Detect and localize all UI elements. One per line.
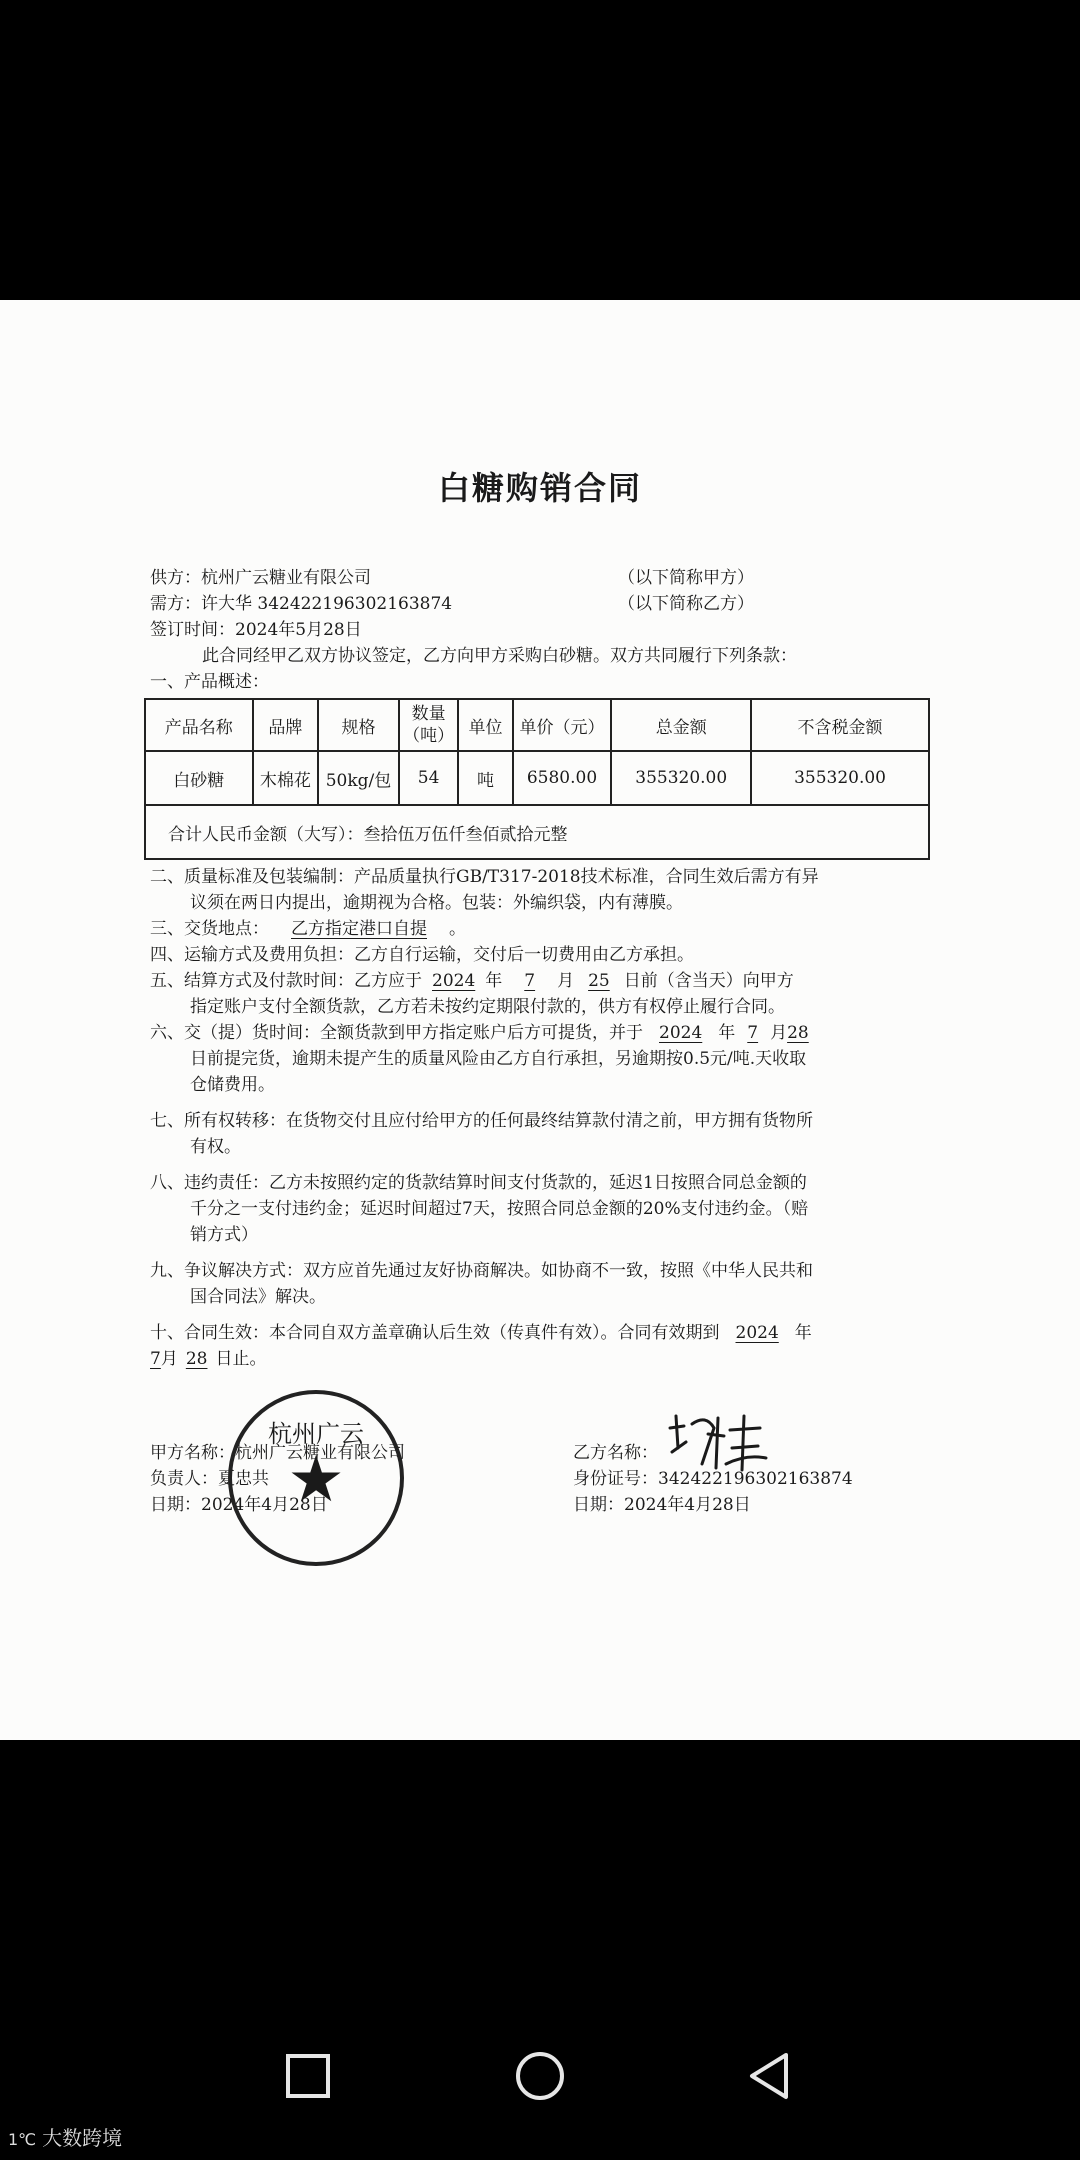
company-seal-text: 杭州广云	[268, 1420, 364, 1448]
sign-date: 签订时间：2024年5月28日	[150, 620, 362, 640]
table-header-cell: 规格	[318, 699, 399, 751]
watermark-text: 大数跨境	[42, 2126, 123, 2150]
clause-6-month: 7	[747, 1023, 759, 1043]
buyer-note: （以下简称乙方）	[618, 594, 754, 614]
clause-5-line-2: 指定账户支付全额货款，乙方若未按约定期限付款的，供方有权停止履行合同。	[190, 997, 785, 1017]
clause-9-line-1: 九、争议解决方式：双方应首先通过友好协商解决。如协商不一致，按照《中华人民共和	[150, 1261, 813, 1281]
table-cell: 木棉花	[253, 751, 319, 805]
clause-10-day: 28	[185, 1349, 208, 1369]
clause-3-value: 乙方指定港口自提	[291, 919, 427, 939]
table-header-cell: 单价（元）	[513, 699, 612, 751]
clause-7-line-2: 有权。	[190, 1137, 241, 1157]
clause-2-line-1: 二、质量标准及包装编制：产品质量执行GB/T317-2018技术标准，合同生效后需方有异	[150, 867, 819, 887]
clause-2-line-2: 议须在两日内提出，逾期视为合格。包装：外编织袋，内有薄膜。	[190, 893, 683, 913]
table-cell: 白砂糖	[145, 751, 253, 805]
party-b-date: 日期：2024年4月28日	[573, 1495, 751, 1515]
table-header-row	[145, 699, 929, 751]
party-a-date: 日期：2024年4月28日	[150, 1495, 328, 1515]
party-b-name: 乙方名称：	[573, 1443, 658, 1463]
clause-6-day: 28	[787, 1023, 809, 1043]
table-header-cell: 数量（吨）	[399, 699, 459, 751]
table-cell: 355320.00	[611, 751, 751, 805]
table-cell: 54	[399, 751, 459, 805]
clause-10-tail: 日止。	[215, 1349, 267, 1369]
buyer-line: 需方：许大华 342422196302163874	[150, 594, 453, 614]
table-header-cell: 不含税金额	[751, 699, 929, 751]
table-header-cell: 产品名称	[145, 699, 253, 751]
contract-page	[0, 300, 1080, 1740]
square-icon	[285, 2053, 331, 2099]
clause-10-line-2: 7月 28 日止。	[150, 1349, 267, 1369]
clause-6-year: 2024	[659, 1023, 703, 1043]
company-seal	[228, 1390, 404, 1566]
circle-icon	[515, 2051, 565, 2101]
table-header-cell: 品牌	[253, 699, 319, 751]
clause-8-line-3: 销方式）	[190, 1225, 258, 1245]
clause-6-line-1: 六、交（提）货时间：全额货款到甲方指定账户后方可提货，并于 2024 年 7 月28	[150, 1023, 809, 1043]
contract-title: 白糖购销合同	[437, 469, 642, 507]
party-a-rep: 负责人：夏忠共	[150, 1469, 269, 1489]
clause-10-line-1: 十、合同生效：本合同自双方盖章确认后生效（传真件有效）。合同有效期到 2024 年	[150, 1323, 812, 1343]
table-row	[145, 751, 929, 805]
back-button[interactable]	[720, 2026, 820, 2126]
watermark: 1℃ 大数跨境	[8, 2126, 123, 2150]
clause-6-label: 六、交（提）货时间：全额货款到甲方指定账户后方可提货，并于	[150, 1023, 643, 1043]
signature-mark	[662, 1408, 772, 1478]
clause-10-year: 2024	[735, 1323, 779, 1343]
table-cell: 6580.00	[513, 751, 612, 805]
clause-5-month: 7	[524, 971, 536, 991]
clause-5-day: 25	[588, 971, 610, 991]
product-table	[144, 698, 930, 860]
clause-6-line-3: 仓储费用。	[190, 1075, 275, 1095]
clause-5-line-1: 五、结算方式及付款时间：乙方应于 2024 年 7 月 25 日前（含当天）向甲方	[150, 971, 794, 991]
clause-3: 三、交货地点： 乙方指定港口自提 。	[150, 919, 466, 939]
star-icon: ★	[287, 1443, 345, 1517]
table-header-cell: 单位	[458, 699, 512, 751]
intro-text: 此合同经甲乙双方协议签定，乙方向甲方采购白砂糖。双方共同履行下列条款：	[202, 646, 797, 666]
home-button[interactable]	[490, 2026, 590, 2126]
section-1-heading: 一、产品概述：	[150, 672, 269, 692]
supplier-line: 供方：杭州广云糖业有限公司	[150, 568, 371, 588]
table-cell: 吨	[458, 751, 512, 805]
table-total-cell: 合计人民币金额（大写）：叁拾伍万伍仟叁佰贰拾元整	[145, 805, 929, 859]
clause-9-line-2: 国合同法》解决。	[190, 1287, 326, 1307]
clause-5-tail: 日前（含当天）向甲方	[623, 971, 794, 991]
clause-8-line-1: 八、违约责任：乙方未按照约定的货款结算时间支付货款的，延迟1日按照合同总金额的	[150, 1173, 807, 1193]
triangle-back-icon	[746, 2051, 794, 2101]
clause-6-line-2: 日前提完货，逾期未提产生的质量风险由乙方自行承担，另逾期按0.5元/吨.天收取	[190, 1049, 807, 1069]
clause-10-label: 十、合同生效：本合同自双方盖章确认后生效（传真件有效）。合同有效期到	[150, 1323, 720, 1343]
party-b-id: 身份证号：342422196302163874	[573, 1469, 853, 1489]
table-cell: 50kg/包	[318, 751, 399, 805]
table-cell: 355320.00	[751, 751, 929, 805]
clause-5-year: 2024	[432, 971, 476, 991]
table-total-row	[145, 805, 929, 859]
supplier-note: （以下简称甲方）	[618, 568, 754, 588]
android-nav-bar	[0, 2026, 1080, 2160]
recent-apps-button[interactable]	[258, 2026, 358, 2126]
clause-3-label: 三、交货地点：	[150, 919, 269, 939]
clause-7-line-1: 七、所有权转移：在货物交付且应付给甲方的任何最终结算款付清之前，甲方拥有货物所	[150, 1111, 813, 1131]
table-header-cell: 总金额	[611, 699, 751, 751]
clause-10-month: 7	[150, 1349, 161, 1369]
clause-4: 四、运输方式及费用负担：乙方自行运输，交付后一切费用由乙方承担。	[150, 945, 694, 965]
party-a-name: 甲方名称：杭州广云糖业有限公司	[150, 1443, 405, 1463]
clause-8-line-2: 千分之一支付违约金；延迟时间超过7天，按照合同总金额的20%支付违约金。（赔	[190, 1199, 809, 1219]
clause-5-label: 五、结算方式及付款时间：乙方应于	[150, 971, 422, 991]
